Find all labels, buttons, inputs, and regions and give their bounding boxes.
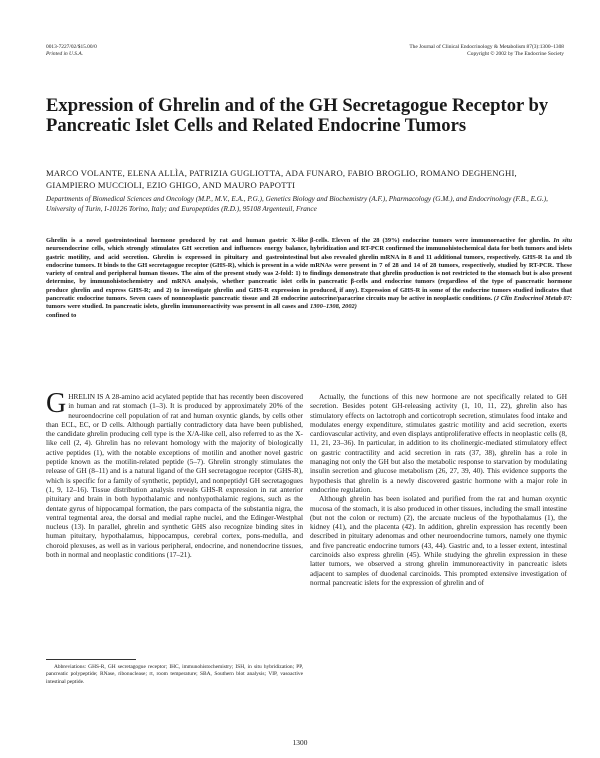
affiliations: Departments of Biomedical Sciences and Oncology (M.P., M.V., E.A., P.G.), Genetics Biology and Biochemistry (A.F.), Pharmacology (G.M.), and Endocrinology (F.B., E.G.), University of Turin, I-10126 Torino, Italy; and Europeptides (R.D.), 95108 Argenteuil, France xyxy=(46,195,548,214)
header-issn: 0013-7227/02/$15.00/0 xyxy=(46,44,97,50)
abbreviations-footnote: Abbreviations: GHS-R, GH secretagogue receptor; IHC, immunohistochemistry; ISH, in situ hybridization; PP, pancreatic polypeptide; RNase, ribonuclease; rt, room temperature; SBA, Southern blot analysis; VIP, vasoactive intestinal peptide. xyxy=(46,664,303,685)
body-paragraph-functions: Actually, the functions of this new hormone are not specifically related to GH secretion. Besides potent GH-releasing activity (1, 10, 11, 22), ghrelin also has stimulatory effects on lactotroph and corticotroph secretion, stimulates food intake and modulates energy expenditure, stimulates gastric motility and acid secretion, exerts cardiovascular activity, and even displays antiproliferative effects in neoplastic cells (8, 11, 21, 23–36). In particular, in addition to its cholinergic-mediated stimulatory effect on gastric contractility and acid secretion in rats (37, 38), ghrelin has a role in managing not only the GH but also the metabolic response to starvation by modulating insulin secretion and glucose metabolism (26, 27, 39, 40). This evidence supports the hypothesis that ghrelin is a newly discovered gastric hormone with a major role in endocrine regulation. xyxy=(310,392,567,494)
author-list: MARCO VOLANTE, ELENA ALLÌA, PATRIZIA GUGLIOTTA, ADA FUNARO, FABIO BROGLIO, ROMANO DEGHENGHI, GIAMPIERO MUCCIOLI, EZIO GHIGO, AND MAURO PAPOTTI xyxy=(46,168,517,190)
page-number: 1300 xyxy=(292,738,308,747)
abstract-in-situ: In situ xyxy=(553,237,572,244)
article-title: Expression of Ghrelin and of the GH Secretagogue Receptor by Pancreatic Islet Cells and Related Endocrine Tumors xyxy=(46,95,549,136)
body-right-column xyxy=(310,392,567,587)
footnote-divider xyxy=(46,659,136,660)
abstract-left-column: Ghrelin is a novel gastrointestinal hormone produced by rat and human gastric X-like neuroendocrine cells, which strongly stimulates GH secretion and influences energy balance, gastric motility, and acid secretion. Ghrelin is expressed in pituitary and gastrointestinal endocrine tumors. It binds to the GH secretagogue receptor (GHS-R), which is present in a wide variety of central and peripheral human tissues. The aim of the present study was 2-fold: 1) to determine, by immunohistochemistry and mRNA analysis, whether pancreatic islet cells produce ghrelin and express GHS-R; and 2) to investigate ghrelin and GHS-R expression in pancreatic endocrine tumors. Seven cases of nonneoplastic pancreatic tissue and 28 endocrine tumors were studied. In pancreatic islets, ghrelin immunoreactivity was present in all cases and confined to xyxy=(46,237,308,319)
body-left-column xyxy=(46,388,303,560)
header-printed: Printed in U.S.A. xyxy=(46,51,83,57)
abstract-right-column xyxy=(310,237,572,312)
body-paragraph-expression: Although ghrelin has been isolated and purified from the rat and human oxyntic mucosa of the stomach, it is also produced in other tissues, including the small intestine (but not the colon or rectum) (2), the arcuate nucleus of the hypothalamus (1), the kidney (41), and the placenta (42). In addition, ghrelin expression has recently been described in pituitary adenomas and other neuroendocrine tumors, namely one thymic and five pancreatic endocrine tumors (43, 44). Gastric and, to a lesser extent, intestinal carcinoids also express ghrelin (45). While studying the ghrelin expression in these latter tumors, we observed a strong ghrelin immunoreactivity in pancreatic islets adjacent to samples of duodenal carcinoids. This prompted extensive investigation of normal pancreatic islets for the expression of ghrelin and of xyxy=(310,494,567,587)
abstract-citation: (J Clin Endocrinol Metab 87: 1300–1308, 2002) xyxy=(310,295,572,311)
body-paragraph-intro xyxy=(46,388,303,560)
abstract-text-2: hybridization and RT-PCR confirmed the immunohistochemical data for both tumors and islets but also revealed ghrelin mRNA in 8 and 11 additional tumors, respectively. GHS-R 1a and 1b mRNAs were present in 7 of 28 and 14 of 28 tumors, respectively, studied by RT-PCR. These findings demonstrate that ghrelin production is not restricted to the stomach but is also present in pancreatic β-cells and endocrine tumors (regardless of the type of pancreatic hormone produced, if any). Expression of GHS-R in some of the endocrine tumors studied indicates that autocrine/paracrine circuits may be active in neoplastic conditions. xyxy=(310,245,572,303)
header-journal-citation: The Journal of Clinical Endocrinology & Metabolism 87(3):1300–1308 xyxy=(409,44,564,50)
header-left xyxy=(46,44,97,58)
body-paragraph-intro-text: HRELIN IS A 28-amino acid acylated peptide that has recently been discovered in human and rat stomach (1–3). It is produced by approximately 20% of the neuroendocrine cell population of rat and human oxyntic glands, by cells other than ECL, EC, or D cells. Although partially contradictory data have been published, the candidate ghrelin producing cell type is the X/A-like cell, also referred to as the X-like cell (2, 4). Ghrelin has no relevant homology with the majority of biologically active peptides (1), with the notable exceptions of motilin and another novel gastric peptide known as the motilin-related peptide (5–7). Ghrelin strongly stimulates the release of GH (8–11) and is a natural ligand of the GH secretagogue receptor (GHS-R), which is specific for a family of synthetic, peptidyl, and nonpeptidyl GH secretagogues (1, 9, 12–16). Tissue distribution analysis reveals GHS-R expression in rat anterior pituitary and brain in both hypothalamic and nonhypothalamic regions, such as the dentate gyrus of hippocampal formation, the pars compacta of the substantia nigra, the ventral tegmental area, the dorsal and medial raphe nuclei, and the Edinger-Westphal nucleus (13). In parallel, ghrelin and synthetic GHS also recognize binding sites in human pituitary, hypothalamus, hippocampus, cerebral cortex, pons-medulla, and choroid plexuses, as well as in various peripheral, endocrine, and nonendocrine tissues, both in normal and neoplastic conditions (17–21). xyxy=(46,392,303,560)
header-right xyxy=(409,44,564,58)
header-copyright: Copyright © 2002 by The Endocrine Society xyxy=(467,51,564,57)
drop-cap: G xyxy=(46,388,67,419)
abstract-text-1: β-cells. Eleven of the 28 (39%) endocrine tumors were immunoreactive for ghrelin. xyxy=(310,237,554,244)
